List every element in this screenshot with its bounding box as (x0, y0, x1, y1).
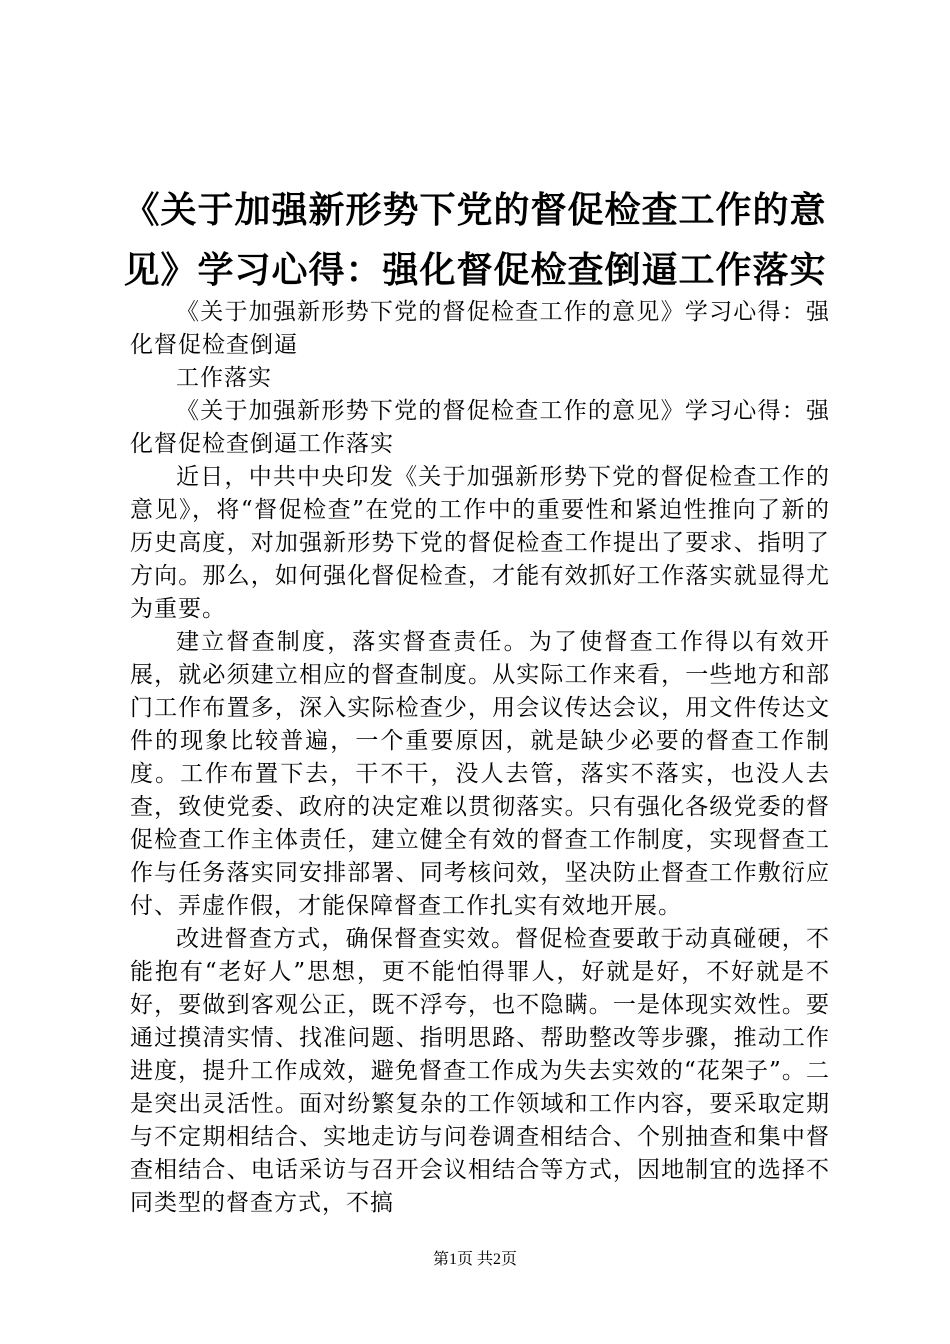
body-paragraph: 建立督查制度，落实督查责任。为了使督查工作得以有效开展，就必须建立相应的督查制度。从实际工作来看，一些地方和部门工作布置多，深入实际检查少，用会议传达会议，用文件传达文件的现象比较普遍，一个重要原因，就是缺少必要的督查工作制度。工作布置下去，干不干，没人去管，落实不落实，也没人去查，致使党委、政府的决定难以贯彻落实。只有强化各级党委的督促检查工作主体责任，建立健全有效的督查工作制度，实现督查工作与任务落实同安排部署、同考核问效，坚决防止督查工作敷衍应付、弄虚作假，才能保障督查工作扎实有效地开展。 (130, 629, 830, 919)
body-paragraph-heading: 《关于加强新形势下党的督促检查工作的意见》学习心得：强化督促检查倒逼工作落实 (130, 398, 830, 457)
document-title (100, 180, 850, 300)
page-number-footer: 第1页 共2页 (432, 1251, 517, 1268)
body-paragraph: 改进督查方式，确保督查实效。督促检查要敢于动真碰硬，不能抱有“老好人”思想，更不能怕得罪人，好就是好，不好就是不好，要做到客观公正，既不浮夸，也不隐瞒。一是体现实效性。要通过摸清实情、找准问题、指明思路、帮助整改等步骤，推动工作进度，提升工作成效，避免督查工作成为失去实效的“花架子”。二是突出灵活性。面对纷繁复杂的工作领域和工作内容，要采取定期与不定期相结合、实地走访与问卷调查相结合、个别抽查和集中督查相结合、电话采访与召开会议相结合等方式，因地制宜的选择不同类型的督查方式，不搞 (130, 926, 830, 1216)
title-line-1: 《关于加强新形势下党的督促检查工作的意 (123, 189, 827, 231)
body-paragraph-subtitle: 《关于加强新形势下党的督促检查工作的意见》学习心得：强化督促检查倒逼 (130, 299, 830, 358)
title-line-2: 见》学习心得：强化督促检查倒逼工作落实 (123, 249, 827, 291)
document-body (130, 296, 830, 1220)
body-paragraph-subtitle-cont: 工作落实 (176, 365, 272, 391)
body-paragraph: 近日，中共中央印发《关于加强新形势下党的督促检查工作的意见》，将“督促检查”在党的工作中的重要性和紧迫性推向了新的历史高度，对加强新形势下党的督促检查工作提出了要求、指明了方向。那么，如何强化督促检查，才能有效抓好工作落实就显得尤为重要。 (130, 464, 830, 622)
